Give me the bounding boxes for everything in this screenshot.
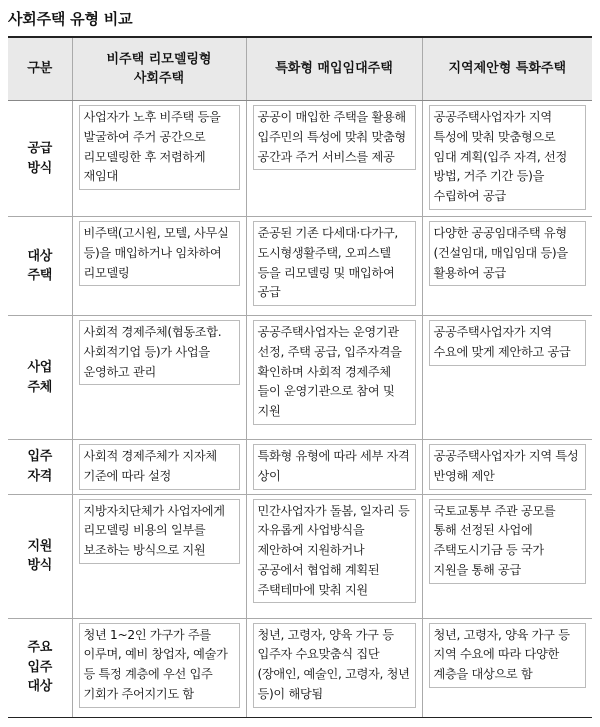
header-regional-proposal (422, 37, 592, 101)
comparison-table (8, 36, 592, 718)
cell-text: 공공주택사업자가 지역 수요에 맞게 제안하고 공급 (429, 320, 587, 366)
table-row (8, 440, 592, 495)
header-line: 비주택 리모델링형 (106, 51, 212, 67)
cell-text: 특화형 유형에 따라 세부 자격 상이 (253, 444, 416, 490)
cell-text: 사회적 경제주체(협동조합. 사회적기업 등)가 사업을 운영하고 관리 (79, 320, 240, 385)
table-cell (246, 494, 422, 618)
cell-text: 지방자치단체가 사업자에게 리모델링 비용의 일부를 보조하는 방식으로 지원 (79, 499, 240, 564)
cell-text: 청년, 고령자, 양육 가구 등 입주자 수요맞춤식 집단(장애인, 예술인, 고령자, 청년 등)이 해당됨 (253, 623, 416, 708)
cell-text: 준공된 기존 다세대·다가구, 도시형생활주택, 오피스텔 등을 리모델링 및 매입하여 공급 (253, 221, 416, 306)
table-row (8, 494, 592, 618)
cell-text: 다양한 공공임대주택 유형(건설임대, 매입임대 등)을 활용하여 공급 (429, 221, 587, 286)
row-category (8, 440, 72, 495)
header-category (8, 37, 72, 101)
category-line: 지원 (27, 538, 53, 554)
table-cell (422, 618, 592, 717)
document-title: 사회주택 유형 비교 (8, 10, 133, 28)
category-line: 대상 (27, 679, 53, 695)
table-body (8, 101, 592, 718)
table-cell (246, 101, 422, 217)
table-row (8, 217, 592, 316)
row-category (8, 316, 72, 440)
cell-text: 공공주택사업자가 지역 특성에 맞춰 맞춤형으로 임대 계획(입주 자격, 선정 방법, 거주 기간 등)을 수립하여 공급 (429, 105, 587, 210)
table-cell (422, 101, 592, 217)
cell-text: 민간사업자가 돌봄, 일자리 등 자유롭게 사업방식을 제안하여 지원하거나 공공에서 협업해 계획된 주택테마에 맞춰 지원 (253, 499, 416, 604)
table-header (8, 37, 592, 101)
category-line: 대상 (27, 248, 53, 264)
table-cell (422, 440, 592, 495)
cell-text: 공공이 매입한 주택을 활용해 입주민의 특성에 맞춰 맞춤형 공간과 주거 서비스를 제공 (253, 105, 416, 170)
comparison-table-container (8, 36, 592, 718)
table-cell (246, 217, 422, 316)
cell-text: 청년 1~2인 가구가 주를 이루며, 예비 창업자, 예술가 등 특정 계층에 우선 입주 기회가 주어지기도 함 (79, 623, 240, 708)
header-line: 사회주택 (133, 71, 185, 86)
table-cell (422, 217, 592, 316)
table-row (8, 316, 592, 440)
category-line: 방식 (27, 160, 53, 176)
table-cell (422, 316, 592, 440)
header-nonresidential-remodel (72, 37, 246, 101)
category-line: 사업 (27, 360, 53, 375)
category-line: 입주 (27, 659, 53, 675)
category-line: 입주 (27, 449, 53, 465)
cell-text: 청년, 고령자, 양육 가구 등 지역 수요에 따라 다양한 계층을 대상으로 함 (429, 623, 587, 688)
category-line: 자격 (27, 468, 53, 484)
cell-text: 공공주택사업자는 운영기관 선정, 주택 공급, 입주자격을 확인하며 사회적 경제주체 들이 운영기관으로 참여 및 지원 (253, 320, 416, 425)
header-line: 특화형 매입임대주택 (275, 61, 393, 77)
table-cell (72, 440, 246, 495)
table-cell (72, 101, 246, 217)
table-cell (422, 494, 592, 618)
table-cell (72, 316, 246, 440)
row-category (8, 101, 72, 217)
cell-text: 비주택(고시원, 모텔, 사무실 등)을 매입하거나 임차하여 리모델링 (79, 221, 240, 286)
table-row (8, 618, 592, 717)
category-line: 주요 (27, 640, 53, 656)
category-line: 주체 (27, 379, 53, 395)
row-category (8, 494, 72, 618)
header-line: 구분 (27, 61, 53, 77)
cell-text: 국토교통부 주관 공모를 통해 선정된 사업에 주택도시기금 등 국가 지원을 통해 공급 (429, 499, 587, 584)
cell-text: 사업자가 노후 비주택 등을 발굴하여 주거 공간으로 리모델링한 후 저렴하게 재임대 (79, 105, 240, 190)
cell-text: 사회적 경제주체가 지자체 기준에 따라 설정 (79, 444, 240, 490)
row-category (8, 618, 72, 717)
table-cell (246, 316, 422, 440)
category-line: 주택 (27, 268, 53, 283)
table-cell (72, 217, 246, 316)
table-cell (246, 440, 422, 495)
category-line: 공급 (27, 141, 53, 156)
category-line: 방식 (27, 558, 53, 574)
table-cell (246, 618, 422, 717)
cell-text: 공공주택사업자가 지역 특성 반영해 제안 (429, 444, 587, 490)
table-cell (72, 494, 246, 618)
header-specialized-purchase-rental (246, 37, 422, 101)
table-row (8, 101, 592, 217)
row-category (8, 217, 72, 316)
table-cell (72, 618, 246, 717)
header-row (8, 37, 592, 101)
header-line: 지역제안형 특화주택 (448, 61, 567, 77)
